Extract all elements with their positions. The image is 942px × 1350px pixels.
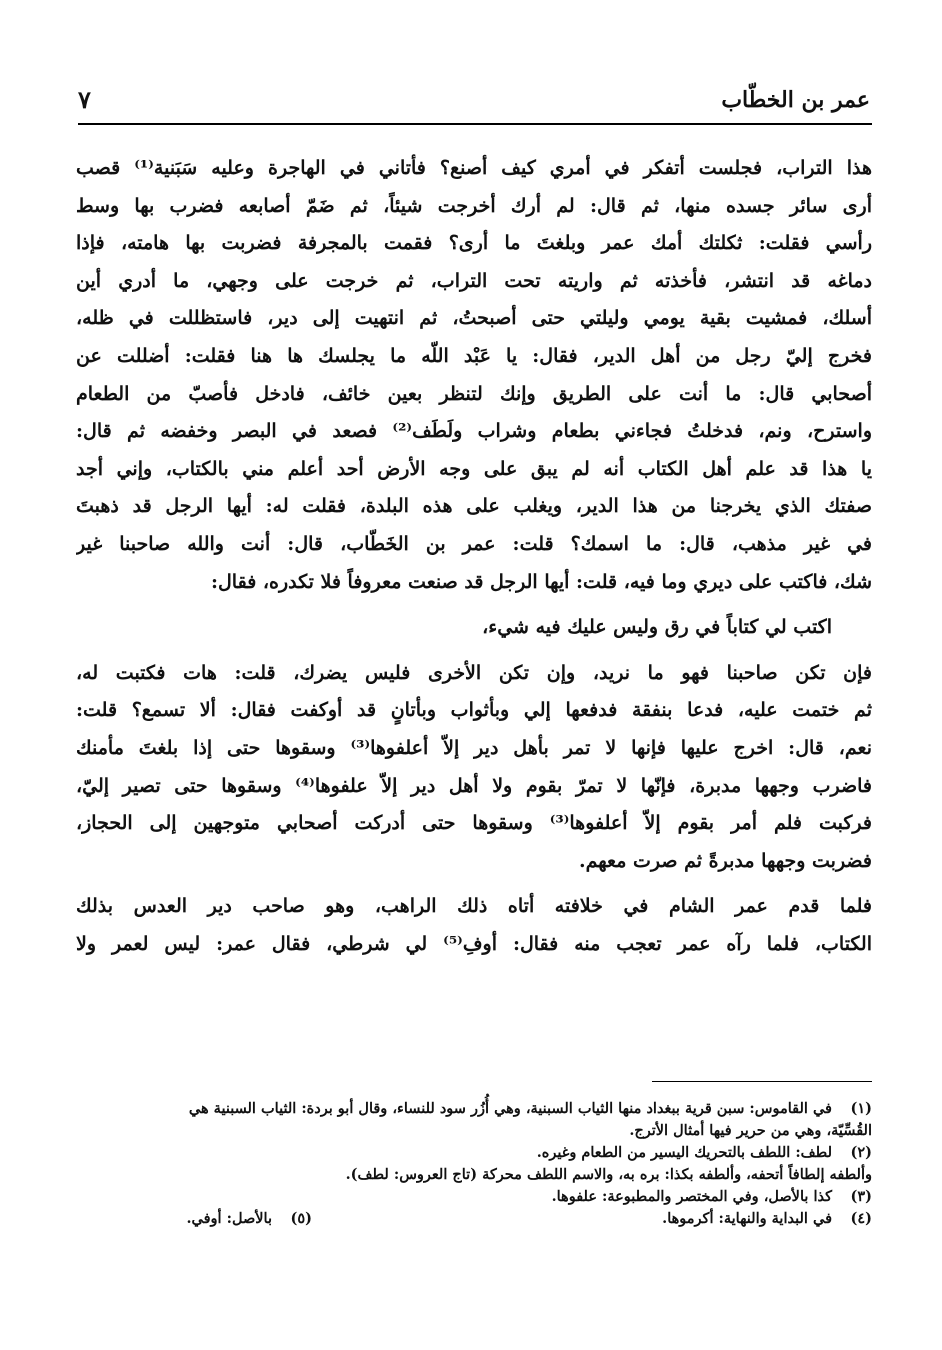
footnote-text: لطف: اللطف بالتحريك اليسير من الطعام وغيره. — [536, 1144, 832, 1161]
body-line: فضربت وجهها مدبرةً ثم صرت معهم. — [579, 849, 872, 872]
footnote-text: في القاموس: سبن قرية ببغداد منها الثياب السبنية، وهي أُزُر سود للنساء، وقال أبو بردة: الثياب السبنية هي — [188, 1100, 832, 1117]
body-line: رأسي فقلت: ثكلتك أمك عمر وبلغتَ ما أرى؟ فقمت بالمجرفة فضربت بها هامته، فإذا — [76, 232, 872, 255]
footnote-3 — [76, 1186, 872, 1208]
body-line: فركبت فلم أمر بقوم إلاّ أعلفوها⁽³⁾ وسقوها حتى أدركت أصحابي متوجهين إلى الحجاز، — [76, 812, 872, 835]
running-header — [78, 83, 870, 117]
body-line: في غير مذهب، قال: ما اسمك؟ قلت: عمر بن الخَطّاب، قال: أنت والله صاحبنا غير — [76, 532, 872, 555]
body-line: فخرج إليّ رجل من أهل الدير، فقال: يا عَبْد اللّه ما يجلسك ها هنا فقلت: أضللت عن — [76, 344, 872, 367]
footnote-4-5 — [76, 1208, 872, 1230]
body-line: دماغه قد انتشر، فأخذته ثم واريته تحت التراب، ثم خرجت على وجهي، ما أدري أين — [76, 269, 872, 292]
body-line: واسترح، ونم، فدخلتُ فجاءني بطعام وشراب ولَطَف⁽²⁾ فصعد في البصر وخفضه ثم قال: — [76, 420, 872, 443]
body-line: يا هذا قد علم أهل الكتاب أنه لم يبق على وجه الأرض أحد أعلم مني بالكتاب، وإني أجد — [76, 457, 872, 480]
body-line: صفتك الذي يخرجنا من هذا الدير، ويغلب على هذه البلدة، فقلت له: أيها الرجل قد ذهبتَ — [76, 495, 872, 518]
body-line: أصحابي قال: ما أنت على الطريق وإنك لتنظر بعين خائف، فادخل فأصبّ من الطعام — [76, 382, 872, 405]
page-number: ٧ — [78, 85, 91, 114]
footnote-5 — [186, 1208, 312, 1230]
footnote-number: (٢) — [850, 1144, 872, 1161]
body-line: هذا التراب، فجلست أتفكر في أمري كيف أصنع؟ فأتاني في الهاجرة وعليه سَبَنية⁽¹⁾ قصب — [76, 157, 872, 179]
body-line: فاضرب وجهها مدبرة، فإنّها لا تمرّ بقوم ولا أهل دير إلاّ علفوها⁽⁴⁾ وسقوها حتى تصير إليّ، — [76, 774, 872, 797]
body-line: الكتاب، فلما رآه عمر تعجب منه فقال: أوفِ⁽⁵⁾ لي شرطي، فقال عمر: ليس لعمر ولا — [76, 932, 872, 955]
footnotes — [76, 1098, 872, 1230]
footnote-4 — [312, 1208, 872, 1230]
body-line: فإن تكن صاحبنا فهو ما نريد، وإن تكن الأخرى فليس يضرك، قلت: هات فكتبت له، — [76, 661, 872, 684]
body-line: نعم، قال: اخرج عليها فإنها لا تمر بأهل دير إلاّ أعلفوها⁽³⁾ وسقوها حتى إذا بلغتَ مأمنك — [76, 736, 872, 759]
footnote-continuation: وألطفه إلطافاً أتحفه، وألطفه بكذا: بره به، والاسم اللطف محركة (تاج العروس: لطف). — [345, 1166, 872, 1183]
footnote-1 — [76, 1098, 872, 1120]
quoted-line: اكتب لي كتاباً في رق وليس عليك فيه شيء، — [482, 616, 832, 639]
body-line: أرى سائر جسده منها، ثم قال: لم أرك أخرجت شيئاً، ثم ضَمّ أصابعه فضرب بها وسط — [76, 194, 872, 217]
footnote-2 — [76, 1142, 872, 1164]
footnote-continuation: القُسِّيّة، وهي من حرير فيها أمثال الأترج. — [629, 1122, 872, 1139]
footnote-number: (١) — [850, 1100, 872, 1117]
footnote-text: كذا بالأصل، وفي المختصر والمطبوعة: علفوها. — [551, 1188, 832, 1205]
body-line: فلما قدم عمر الشام في خلافته أتاه ذلك الراهب، وهو صاحب دير العدس بذلك — [76, 895, 872, 918]
body-line: شك، فاكتب على ديري وما فيه، قلت: أيها الرجل قد صنعت معروفاً فلا تكدره، فقال: — [210, 570, 872, 593]
footnote-number: (٥) — [290, 1210, 312, 1227]
footnote-text: في البداية والنهاية: أكرموها. — [662, 1210, 832, 1227]
body-line: أسلك، فمشيت بقية يومي وليلتي حتى أصبحتُ، ثم انتهيت إلى دير، فاستظللت في ظله، — [76, 307, 872, 330]
body-text — [76, 150, 872, 963]
footnote-number: (٤) — [850, 1210, 872, 1227]
footnote-rule — [652, 1081, 872, 1082]
header-rule — [78, 123, 872, 125]
body-line: ثم ختمت عليه، فدعا بنفقة فدفعها إلي وبأثواب وبأتانٍ قد أوكفت فقال: ألا تسمع؟ قلت: — [76, 699, 872, 722]
header-title: عمر بن الخطّاب — [721, 87, 870, 113]
footnote-number: (٣) — [850, 1188, 872, 1205]
footnote-text: بالأصل: أوفي. — [186, 1210, 272, 1227]
